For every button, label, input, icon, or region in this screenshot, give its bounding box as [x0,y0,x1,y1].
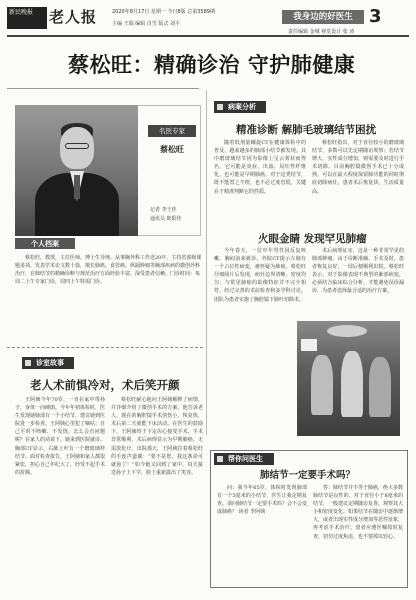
masthead-info-line2: 主编 王瑞 编辑 肖雪 版式 刘平 [112,21,180,27]
expert-tag: 名医专家 [148,125,196,137]
qa-answer-text: 答：肺结节并不等于肺癌，绝大多数肺结节是良性的。对于直径小于8毫米的结节，一般建议定期随访复查，观察其大小和密度变化。如果结节在随访中逐渐增大，或者出现实性成分增加等恶性征象，再考虑手术治疗。患者应遵医嘱按时复查，切勿过度焦虑，也不要掉以轻心。 [313,485,403,540]
byline-credits: 记者 李王佳 通讯员 欧阳佳 [150,207,182,222]
section-divider [7,347,203,350]
masthead-rule [7,35,409,37]
page-number: 3 [369,6,382,27]
monitor-screen [301,339,317,351]
qa-title: 肺结节一定要手术吗？ [260,470,356,481]
case-analysis-col1: 随着低剂量螺旋CT在健康体检中的普及，越来越多的肺部小结节被发现。其中磨玻璃结节因为影像上呈云雾状而得名，它可能是炎症、出血、局灶性纤维化，也可能是早期肺癌。对于这类结节，既不能置之不理，也不必过度恐慌，关键在于精准判断它的性质。 [214,140,306,195]
profile-header: 个人档案 [15,238,75,249]
surgical-lamp [327,325,367,337]
portrait-tie [74,175,80,199]
masthead-logo [7,7,47,29]
surgeon-figure-1 [311,355,333,415]
masthead-logo-text: 新民晚报 [9,9,34,16]
page-headline: 蔡松旺：精确诊治 守护肺健康 [68,53,356,77]
profile-body: 蔡松旺，教授，主任医师，博士生导师。从事胸外科工作近20年，主持省部级课题多项，发表学术论文数十篇，擅长肺癌、食管癌、纵隔肿瘤等胸部疾病的微创外科治疗，在肺结节的精确诊断与规范治疗方面经验丰富，深受患者信赖。门诊时间：每周二上午专家门诊，周四上午特需门诊。 [15,255,202,285]
clinic-story-col2: 蔡松旺耐心地向王阿姨解释了病情，并详细介绍了微创手术的方案。他告诉老人，现在的胸腔镜手术创伤小、恢复快，术后第二天就能下床活动。在医生的鼓励下，王阿姨终于下定决心接受手术。手术非常顺利，术后病理显示为早期肺癌，无需放化疗。出院那天，王阿姨拉着蔡松旺的手连声道谢：“要不是您，我这条命可就悬了！”如今她又回到了家中，每天接送孙子上下学，脸上重新露出了笑容。 [111,397,203,476]
case-analysis-col2: 蔡松旺指出，对于直径较小的磨玻璃结节，多数可以先定期随访观察；若结节增大、实性成分增加，则需要及时进行手术切除。目前胸腔镜微创手术已十分成熟，可以在最大程度保留肺功能的同时彻底切除病灶，患者术后恢复快，生活质量高。 [312,140,404,195]
surgeon-figure-3 [369,357,391,417]
masthead-title: 老人报 [49,8,98,26]
doctor-portrait-photo [15,105,138,236]
portrait-glasses [65,143,89,149]
rare-tumor-col1: 今年春天，一位中年男性因反复咳嗽、胸闷前来就诊。外院CT提示左肺有一个占位性病变，被怀疑为肺癌。蔡松旺仔细阅片后发现，病灶边界清晰、密度均匀，与常见肺癌的影像特征并不完全相符。经过完善的术前检查和多学科讨论，团队为患者实施了胸腔镜下肺叶切除术。 [214,248,306,303]
surgery-team-photo [297,321,400,436]
surgeon-figure-2 [341,351,363,417]
case-analysis-title: 精准诊断 解肺毛玻璃结节困扰 [236,124,377,136]
rare-tumor-col2: 术后病理证实，这是一种非常罕见的肺部肿瘤。由于诊断准确、手术及时，患者恢复良好，一周后便顺利出院。蔡松旺表示，对于影像表现不典型的肺部病变，必须结合临床综合分析，才能避免误诊漏诊，为患者选择最合适的治疗方案。 [312,248,404,295]
rare-tumor-title: 火眼金睛 发现罕见肺瘤 [258,233,367,245]
column-rule [206,90,207,435]
qa-question-text: 问：我今年65岁，体检时发现肺部有一个5毫米的小结节，医生让我定期复查。请问肺结节一定要手术吗？会不会变成肺癌？ 读者 李阿姨 [217,485,307,516]
headline-rule [7,88,199,89]
masthead-info-line1: 2020年8月17日 星期一 今日8版 总第3589期 [112,9,215,15]
clinic-story-col1: 王阿姨今年70岁，一直在家中带孙子，身体一向硬朗。今年年初体检时，医生发现她肺部有一个小结节，建议她到医院进一步检查。王阿姨心里犯了嘀咕：自己平时不咳嗽、不发烧，怎么会有问题呢？在家人的劝说下，她来到医院就诊。胸部CT显示，右肺上叶有一个磨玻璃样结节。面对检查报告，王阿姨和家人都很紧张，担心自己年纪大了，经受不起手术的折腾。 [15,397,105,476]
expert-name: 蔡松旺 [160,144,184,154]
section-tag-case-analysis: 病案分析 [214,101,266,113]
editors-line: 责任编辑 金城 视觉设计 张 涛 [288,29,355,35]
section-tag-clinic-story: 诊室故事 [22,357,74,369]
clinic-story-title: 老人术前惧冷对，术后笑开颜 [30,378,180,392]
column-badge: 我身边的好医生 [282,10,364,24]
section-tag-ask-doctor: 帮你问医生 [214,453,274,465]
